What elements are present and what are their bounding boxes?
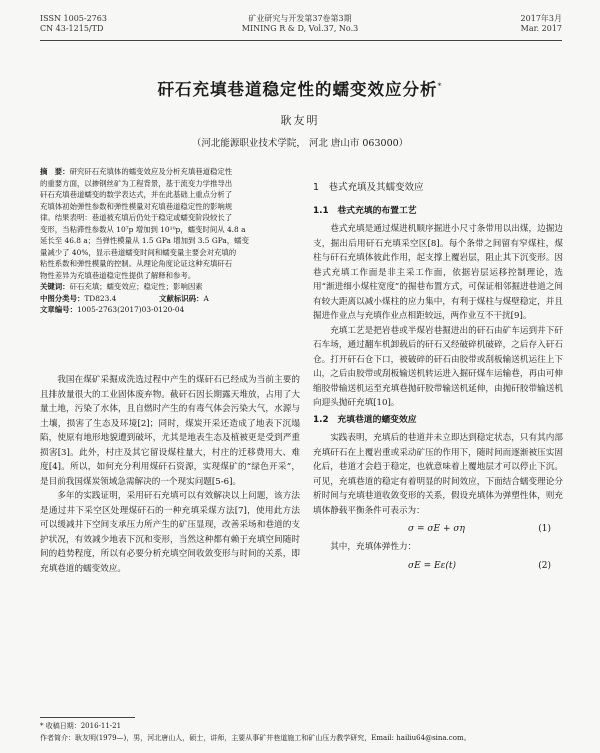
equation-expression: σE = Eε(t): [408, 560, 457, 571]
subsection-heading: 1.2 充填巷道的蠕变效应: [313, 414, 417, 425]
keywords-text: 矸石充填；蠕变效应；稳定性；影响因素: [69, 282, 203, 291]
body-paragraph: 充填工艺是把岩巷或半煤岩巷掘进出的矸石由矿车运到井下矸石车场，通过翻车机卸载后的矸石又经破碎机破碎，之后存入矸石仓。打开矸石仓下口，被破碎的矸石由胶带或刮板输送机运往上下山，之后由胶带或刮板输送机转运进入掘矸煤车运输巷，再由可伸缩胶带输送机运至充填巷抛矸胶带输送机延伸，由抛矸胶带输送机向迎头抛矸充填[10]。: [313, 325, 563, 408]
classification-line: [40, 293, 302, 305]
left-column: [40, 373, 300, 576]
title-footnote-mark: *: [437, 81, 443, 91]
abstract-line: 摘 要：研究矸石充填体的蠕变效应及分析充填巷道稳定性: [40, 167, 233, 176]
section-heading: 1 巷式充填及其蠕变效应: [313, 182, 424, 193]
keywords-label: 关键词：: [40, 282, 70, 291]
doc-code-value: A: [203, 293, 209, 303]
journal-date-block: [521, 14, 562, 34]
journal-title-block: [0, 14, 600, 34]
abstract-line: 物性差异为充填巷道稳定性提供了解释和参考。: [40, 270, 196, 280]
abstract-block: [40, 166, 302, 316]
equation-expression: σ = σE + ση: [408, 524, 465, 534]
abstract-line: 量减少了 40%，显示巷道蠕变时间和蠕变量主要会对充填的: [40, 247, 237, 257]
abstract-label: 摘 要：: [40, 167, 70, 176]
equation-1: [313, 518, 563, 540]
article-id-value: 1005-2763(2017)03-0120-04: [76, 305, 185, 314]
abstract-line: 粘性系数和弹性模量的控制。从理论角度论证这种充填矸石: [40, 259, 233, 268]
doc-code-label: 文献标识码：: [159, 293, 204, 303]
body-paragraph: 我国在煤矿采掘成洗选过程中产生的煤矸石已经成为当前主要的且排放量很大的工业固体废弃物。截矸石因长期露天堆放，占用了大量土地，污染了水体，且自燃时产生的有毒气体会污染大气，水源与土壤，损害了生态及环境[2]；同时，煤炭开采还造成了地表下沉塌陷，使原有地形地貌遭到破坏，尤其是地表生态及植被更是受到严重损害[3]。此外，村庄及其它留设煤柱量大，村庄的迁移费用大、难度[4]。所以，如何充分利用煤矸石资源，实现煤矿的“绿色开采”，是目前我国煤炭领域急需解决的一个现实问题[5-6]。: [40, 375, 300, 487]
body-paragraph: 多年的实践证明，采用矸石充填可以有效解决以上问题，该方法是通过井下采空区处理煤矸石的一种充填采煤方法[7]，使用此方法可以缓减井下空间支承压力所产生的矿压显现，改善采场和巷道的支护状况，有效减少地表下沉和变形，当然这种都有赖于充填空间随时间的趋势程度，所以有必要分析充填空间收敛变形与时间的关系，即充填巷道的蠕变效应。: [40, 491, 300, 574]
equation-text: 其中，充填体弹性力：: [330, 542, 417, 552]
author-name: 耿友明: [280, 114, 320, 127]
journal-name-cn: 矿业研究与开发第37卷第3期: [248, 14, 352, 23]
subsection-heading: 1.1 巷式充填的布置工艺: [313, 205, 417, 216]
paper-title-text: 矸石充填巷道稳定性的蠕变效应分析: [157, 80, 438, 99]
abstract-line: 延长至 46.8 a；当弹性模量从 1.5 GPa 增加到 3.5 GPa，蠕变: [40, 236, 249, 245]
footnote-received: * 收稿日期：2016-11-21: [40, 722, 122, 730]
issn-text: ISSN 1005-2763: [40, 14, 107, 23]
date-en: Mar. 2017: [520, 24, 562, 33]
abstract-line: 矸石充填巷道蠕变的数学表达式，并在此基础上重点分析了: [40, 190, 233, 199]
equation-number: (1): [538, 524, 551, 534]
clc-label: 中图分类号：: [40, 293, 85, 303]
author-affiliation: （河北能源职业技术学院， 河北 唐山市 063000）: [191, 138, 409, 149]
abstract-line: 变形，当粘滞性参数从 10⁷p 增加到 10¹⁰p，蠕变时间从 4.8 a: [40, 224, 246, 234]
abstract-line: 充填体初始弹性参数和弹性模量对充填巷道稳定性的影响规: [40, 201, 233, 211]
body-paragraph: 巷式充填是通过煤进机顺序掘进小尺寸条带用以出煤，边掘边支，掘出后用矸石充填采空区[8]。每个条带之间留有窄煤柱，煤柱与矸石充填体彼此作用，起支撑上覆岩层，阻止其下沉变形。因巷式充填工作面是非主采工作面，依据岩层运移控制理论，选用“渐进细小煤柱宽度”的掘巷布置方式，可保证相邻掘进巷道之间有较大距离以减小煤柱的应力集中，有利于煤柱与煤壁稳定，并且掘进作业点与充填作业点相距较远，两作业互不干扰[9]。: [313, 224, 563, 321]
body-paragraph: 实践表明，充填后的巷道并未立即达到稳定状态，只有其内部充填矸石在上覆岩重或采动矿压的作用下，随时间而逐渐被压实固化后，巷道才会趋于稳定，也就意味着上覆地层才可以停止下沉。可见，充填巷道的稳定有着明显的时间效应，下面结合蠕变理论分析时间与充填巷道收敛变形的关系，假设充填体为弹塑性体，则充填体静载平衡条件可表示为：: [313, 433, 563, 516]
journal-name-en: MINING R & D, Vol.37, No.3: [241, 24, 359, 33]
clc-value: TD823.4: [84, 293, 117, 303]
equation-number: (2): [538, 560, 551, 571]
right-column: [313, 181, 563, 577]
article-id-label: 文章编号：: [40, 305, 77, 314]
footnote-rule: [40, 717, 135, 718]
paper-title: [0, 76, 600, 100]
abstract-line: 的重要方面，以掺钢丝矿为工程背景，基于流变力学推导出: [40, 178, 233, 188]
footnote-author-info: 作者简介：耿友明(1979—)，男，河北唐山人，硕士，讲师，主要从事矿井巷道施工和矿山压力教学研究，Email: hailiu64@sina.com。: [40, 734, 471, 742]
cn-text: CN 43-1215/TD: [40, 24, 104, 33]
article-id-line: [40, 304, 302, 316]
header-rule: [40, 40, 562, 41]
date-cn: 2017年3月: [520, 14, 562, 23]
keywords-line: [40, 281, 302, 293]
equation-2: [313, 555, 563, 577]
abstract-line: 律。结果表明：巷道被充填后仍处于稳定或蠕变阶段较长了: [40, 213, 233, 222]
